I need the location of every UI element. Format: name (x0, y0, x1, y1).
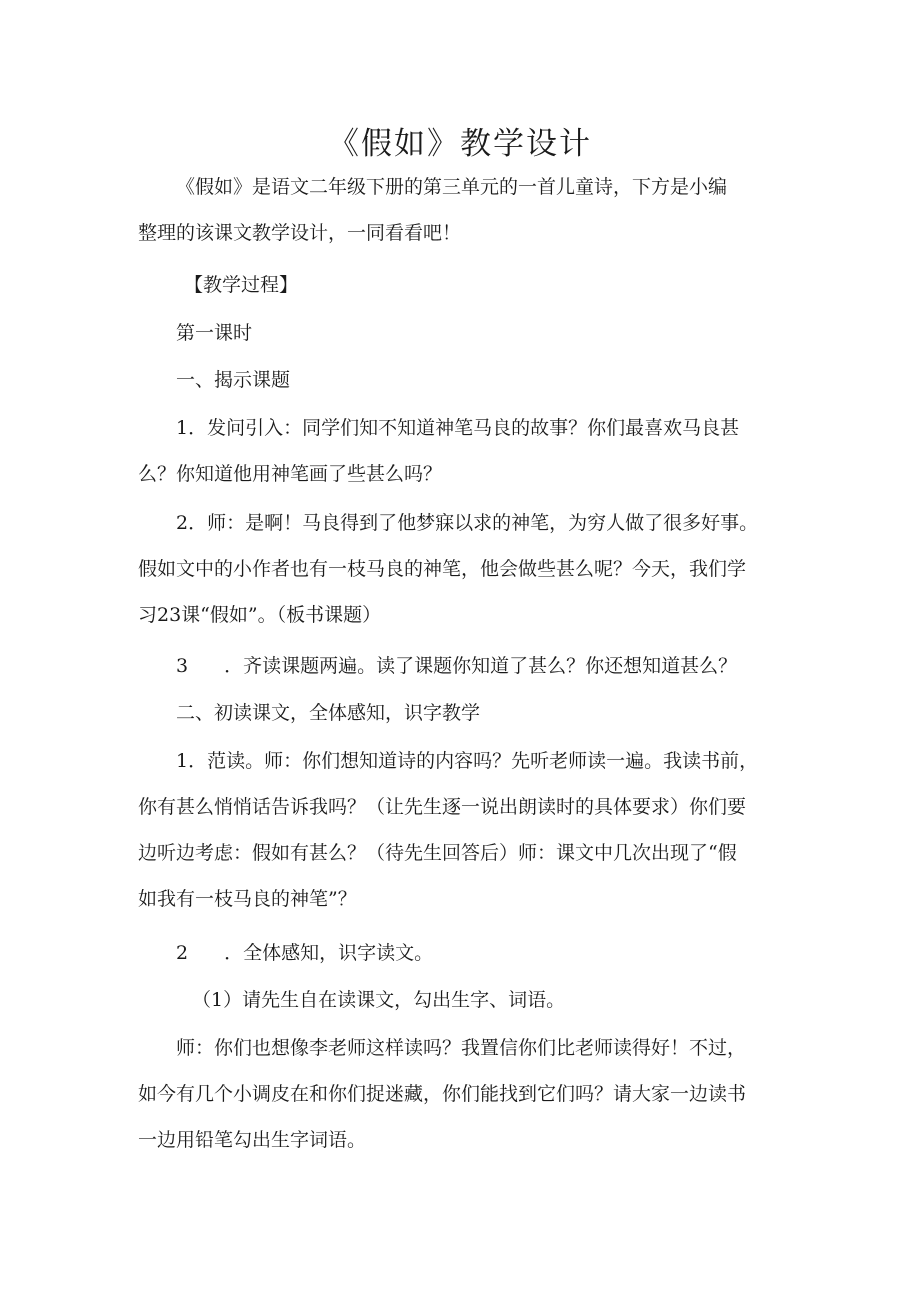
text-line: 一、揭示课题 (176, 369, 291, 391)
text-line: 整理的该课文教学设计，一同看看吧！ (138, 222, 462, 244)
section-heading-process (138, 262, 788, 308)
text-line: 师：你们也想像李老师这样读吗？我置信你们比老师读得好！不过， (176, 1037, 747, 1059)
teacher-paragraph (138, 1025, 788, 1163)
text-line: 二、初读课文，全体感知，识字教学 (176, 702, 481, 724)
intro-paragraph (138, 164, 788, 256)
text-line: 假如文中的小作者也有一枝马良的神笔，他会做些甚么呢？今天，我们学 (138, 558, 747, 580)
list-item-1-1 (138, 405, 788, 497)
text-line: 【教学过程】 (184, 274, 299, 296)
text-line: 一边用铅笔勾出生字词语。 (138, 1129, 367, 1151)
text-line: 边听边考虑：假如有甚么？（待先生回答后）师：课文中几次出现了“假 (138, 842, 737, 864)
text-line: 2．师：是啊！马良得到了他梦寐以求的神笔，为穷人做了很多好事。 (176, 512, 759, 534)
text-line: 《假如》是语文二年级下册的第三单元的一首儿童诗，下方是小编 (176, 176, 728, 198)
item-number: 2 (176, 942, 189, 964)
document-title: 《假如》教学设计 (328, 126, 592, 162)
item-text: ．齐读课题两遍。读了课题你知道了甚么？你还想知道甚么？ (224, 655, 738, 677)
section-heading-2 (138, 690, 788, 736)
text-line: 你有甚么悄悄话告诉我吗？（让先生逐一说出朗读时的具体要求）你们要 (138, 796, 747, 818)
list-item-2-2 (138, 930, 788, 976)
item-number: 3 (176, 655, 189, 677)
item-text: ．全体感知，识字读文。 (224, 942, 434, 964)
text-line: 1．发问引入：同学们知不知道神笔马良的故事？你们最喜欢马良甚 (176, 417, 740, 439)
lesson-label (138, 310, 788, 356)
list-item-1-3 (138, 643, 788, 689)
text-line: 习23课“假如”。（板书课题） (138, 604, 382, 626)
text-line: 第一课时 (176, 322, 253, 344)
text-line: 1．范读。师：你们想知道诗的内容吗？先听老师读一遍。我读书前， (176, 750, 759, 772)
list-item-1-2 (138, 500, 788, 638)
list-item-2-1 (138, 738, 788, 922)
text-line: （1）请先生自在读课文，勾出生字、词语。 (192, 989, 566, 1011)
section-heading-1 (138, 357, 788, 403)
text-line: 如今有几个小调皮在和你们捉迷藏，你们能找到它们吗？请大家一边读书 (138, 1083, 747, 1105)
text-line: 么？你知道他用神笔画了些甚么吗？ (138, 463, 443, 485)
sub-item-2-2-1 (138, 977, 788, 1023)
text-line: 如我有一枝马良的神笔”？ (138, 888, 357, 910)
